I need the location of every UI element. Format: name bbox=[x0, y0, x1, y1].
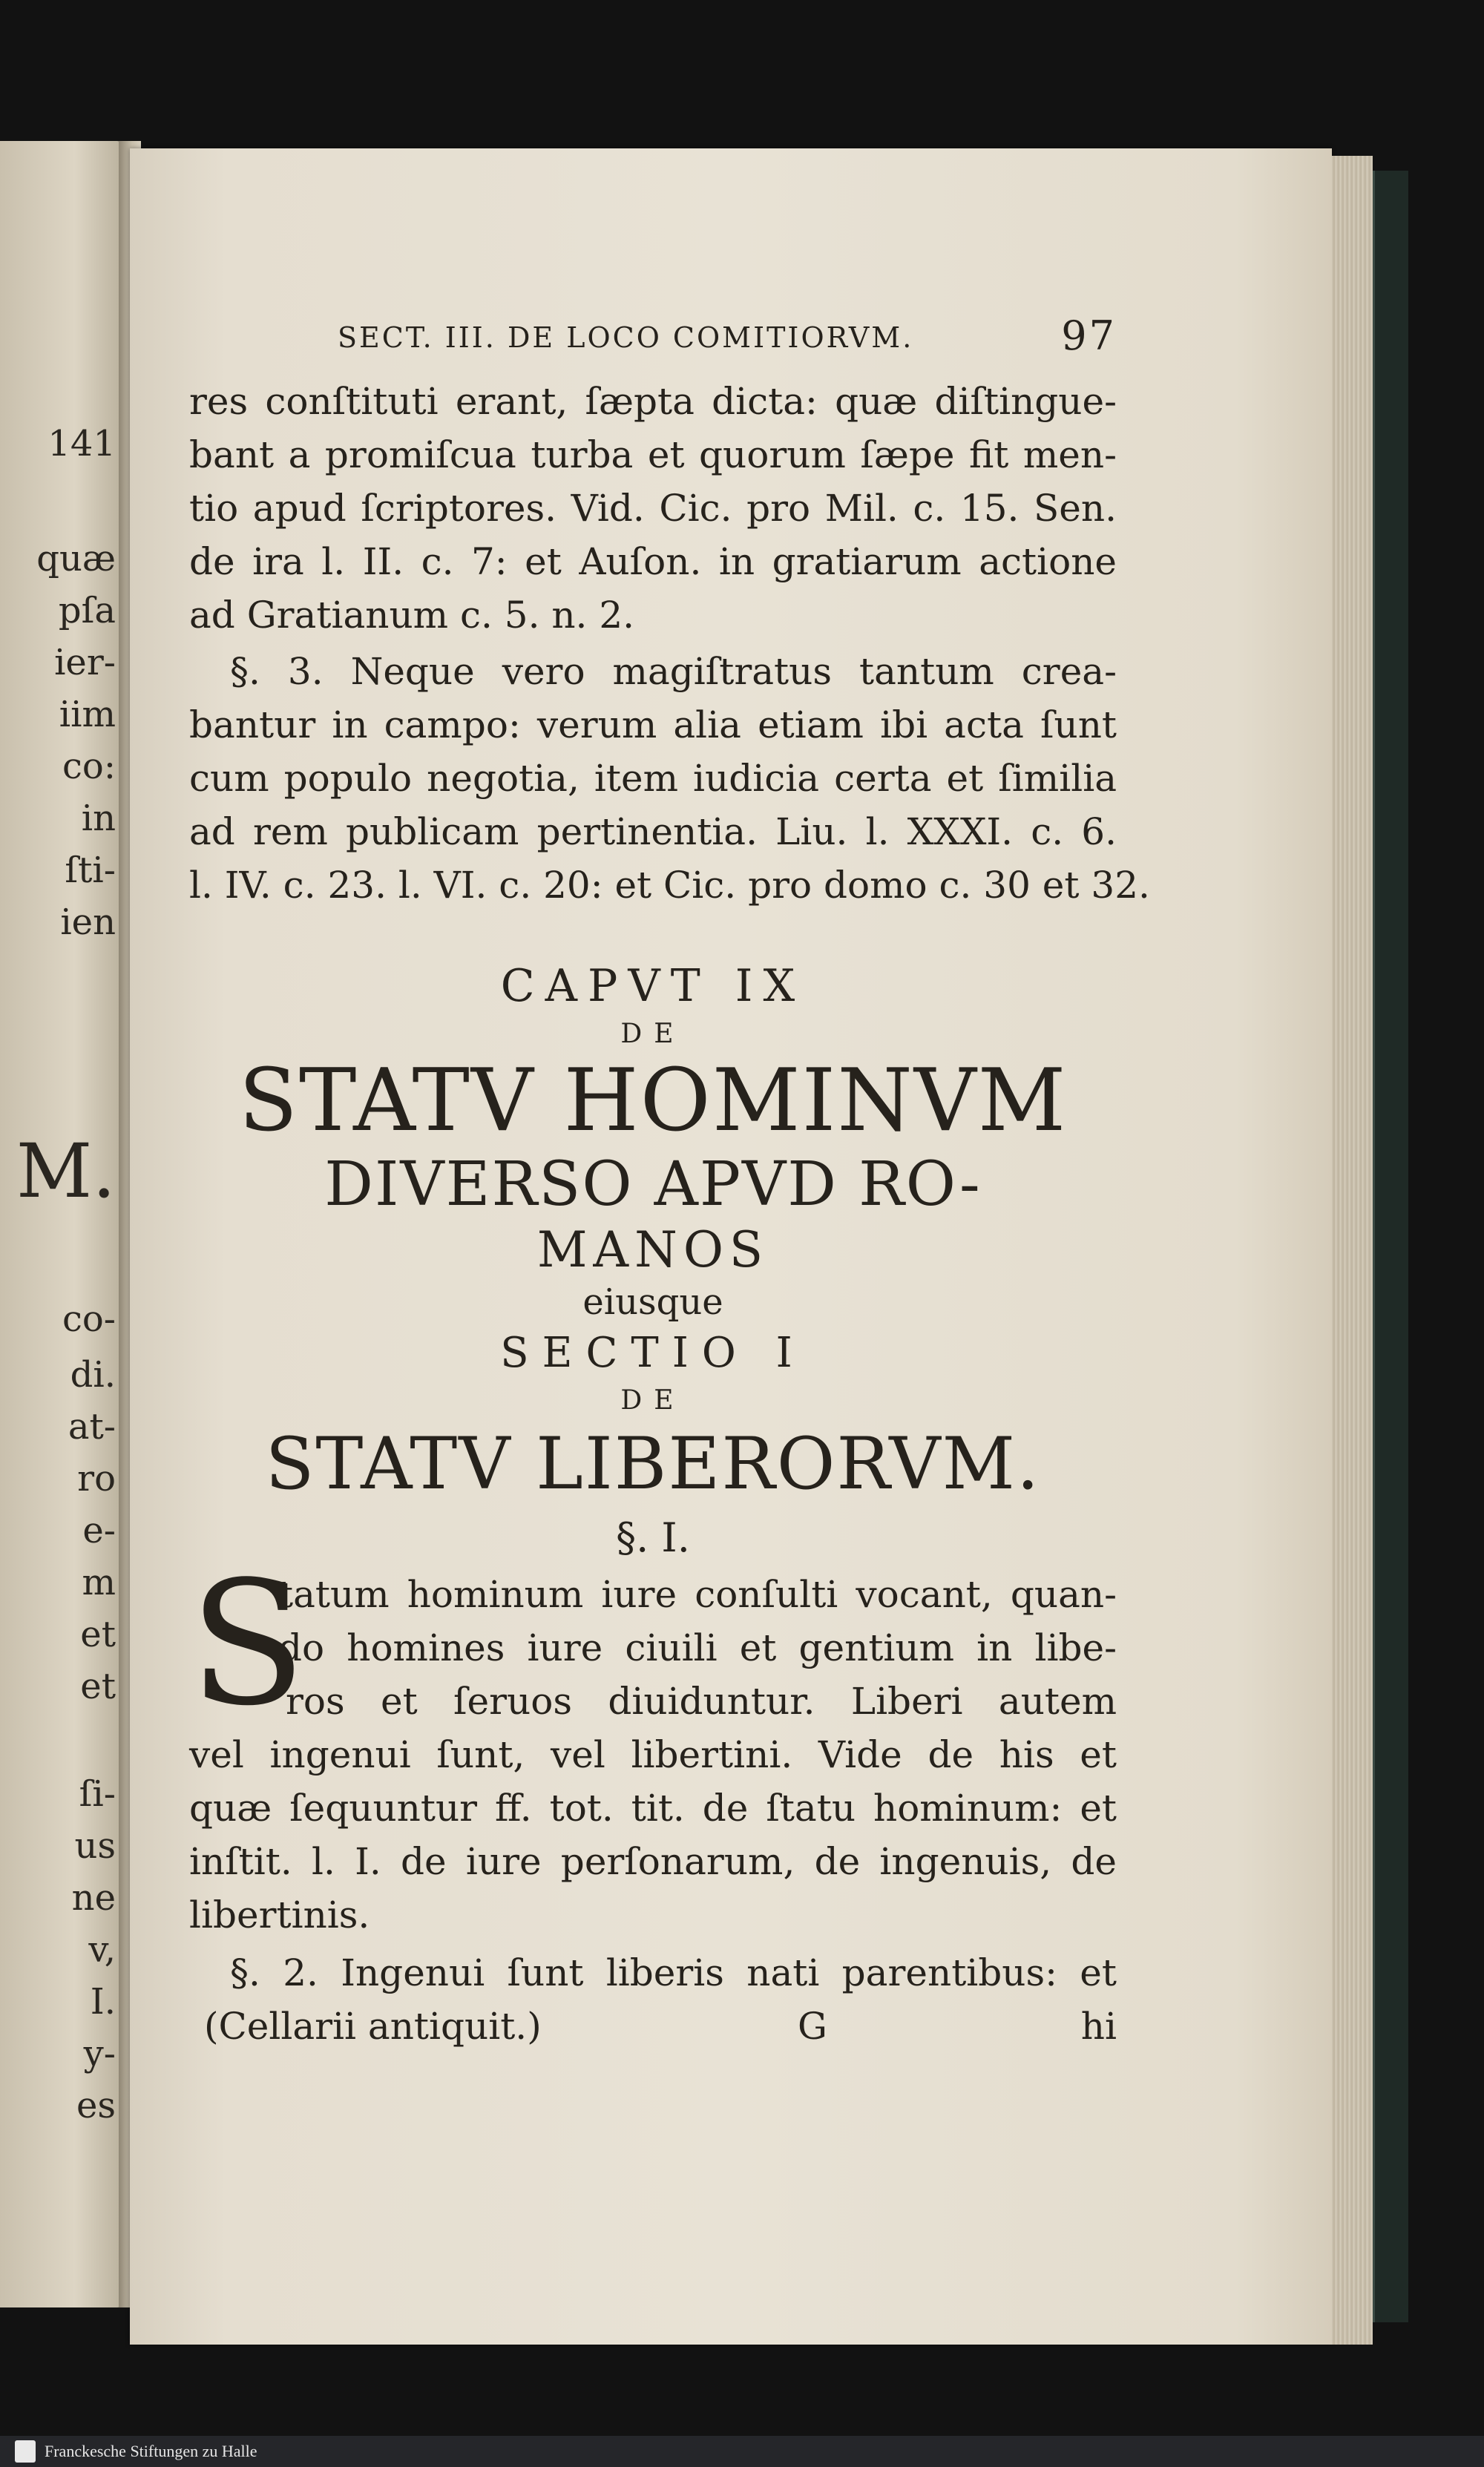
text-line: ros et ſeruos diuiduntur. Liberi autem bbox=[286, 1680, 1117, 1723]
page-number: 97 bbox=[1061, 312, 1117, 359]
left-page-edge bbox=[0, 141, 125, 2307]
left-fragment: et bbox=[80, 1666, 116, 1707]
left-fragment: in bbox=[81, 798, 116, 839]
left-fragment: co: bbox=[62, 746, 116, 787]
left-fragment: us bbox=[74, 1825, 116, 1867]
left-fragment: ſi- bbox=[79, 1773, 116, 1815]
left-fragment: M. bbox=[16, 1128, 116, 1215]
left-fragment: ſti- bbox=[65, 850, 116, 891]
signature-mark: G bbox=[798, 2005, 827, 2048]
text-line: §. 3. Neque vero magiſtratus tantum crea- bbox=[230, 650, 1117, 693]
chapter-heading bbox=[189, 956, 1117, 1568]
running-head bbox=[189, 308, 1117, 375]
text-line: do homines iure ciuili et gentium in libe- bbox=[278, 1626, 1117, 1669]
left-fragment: y- bbox=[83, 2033, 116, 2075]
left-fragment: di. bbox=[70, 1354, 116, 1396]
paragraph-2-line: §. 2. Ingenui ſunt liberis nati parentibus: et bbox=[230, 1951, 1117, 1994]
text-line: res conſtituti erant, ſæpta dicta: quæ diſtingue- bbox=[189, 380, 1117, 423]
text-line: libertinis. bbox=[189, 1893, 370, 1937]
text-line: l. IV. c. 23. l. VI. c. 20: et Cic. pro domo c. 30 et 32. bbox=[189, 864, 1150, 907]
footer-bar bbox=[0, 2436, 1484, 2467]
running-head-title: SECT. III. DE LOCO COMITIORVM. bbox=[338, 321, 914, 354]
left-fragment: e- bbox=[82, 1510, 116, 1551]
left-fragment: iim bbox=[59, 694, 116, 735]
section-mark: §. I. bbox=[616, 1514, 690, 1561]
paragraph-top bbox=[189, 375, 1117, 642]
left-fragment: co- bbox=[62, 1298, 116, 1340]
drop-cap: S bbox=[189, 1545, 306, 1744]
chapter-title-line: MANOS bbox=[536, 1221, 769, 1278]
text-line: ad rem publicam pertinentia. Liu. l. XXXI. c. 6. bbox=[189, 810, 1117, 853]
left-fragment: v, bbox=[88, 1929, 116, 1971]
left-fragment: m bbox=[82, 1562, 116, 1603]
section-title: STATV LIBERORVM. bbox=[265, 1422, 1041, 1505]
text-line: de ira l. II. c. 7: et Auſon. in gratiarum actione bbox=[189, 540, 1117, 583]
left-fragment: ier- bbox=[54, 642, 116, 683]
chapter-title-line: DIVERSO APVD RO- bbox=[324, 1149, 982, 1220]
de-label: DE bbox=[620, 1385, 686, 1416]
text-line: tatum hominum iure conſulti vocant, quan- bbox=[278, 1573, 1117, 1616]
footer-line bbox=[189, 2000, 1117, 2059]
chapter-title-line: STATV HOMINVM bbox=[238, 1051, 1068, 1151]
page-content bbox=[189, 308, 1150, 2059]
text-line: bantur in campo: verum alia etiam ibi acta ſunt bbox=[189, 703, 1117, 746]
text-line: cum populo negotia, item iudicia certa et ſimilia bbox=[189, 757, 1117, 800]
text-line: vel ingenui ſunt, vel libertini. Vide de his et bbox=[189, 1733, 1117, 1776]
left-fragment: es bbox=[76, 2085, 116, 2126]
left-fragment: quæ bbox=[36, 538, 116, 579]
page-edges bbox=[1332, 156, 1373, 2345]
left-fragment: at- bbox=[68, 1406, 116, 1448]
institution-name: Franckesche Stiftungen zu Halle bbox=[45, 2442, 257, 2460]
text-line: ad Gratianum c. 5. n. 2. bbox=[189, 594, 635, 637]
paragraph-1 bbox=[189, 1545, 1117, 1942]
left-fragment: ro bbox=[77, 1458, 116, 1499]
sectio-label: SECTIO I bbox=[500, 1329, 806, 1377]
institution-logo-icon bbox=[15, 2440, 36, 2463]
source-note: (Cellarii antiquit.) bbox=[204, 2005, 542, 2048]
left-fragment: I. bbox=[90, 1981, 116, 2023]
text-line: quæ ſequuntur ff. tot. tit. de ſtatu hominum: et bbox=[189, 1787, 1117, 1830]
left-fragment: 141 bbox=[47, 423, 116, 464]
left-fragment: et bbox=[80, 1614, 116, 1655]
catchword: hi bbox=[1080, 2005, 1117, 2048]
text-line: bant a promiſcua turba et quorum ſæpe fit men- bbox=[189, 433, 1117, 476]
left-fragment: ien bbox=[60, 901, 116, 943]
text-line: inſtit. l. I. de iure perſonarum, de ingenuis, de bbox=[189, 1840, 1117, 1883]
paragraph-3 bbox=[189, 645, 1150, 912]
left-fragment: pſa bbox=[58, 590, 116, 631]
text-line: tio apud ſcriptores. Vid. Cic. pro Mil. c. 15. Sen. bbox=[189, 487, 1117, 530]
left-fragment: ne bbox=[71, 1877, 116, 1919]
caput-label: CAPVT IX bbox=[500, 960, 806, 1012]
eiusque-label: eiusque bbox=[582, 1281, 723, 1323]
de-label: DE bbox=[620, 1019, 686, 1049]
book-cover-edge bbox=[1373, 171, 1408, 2322]
